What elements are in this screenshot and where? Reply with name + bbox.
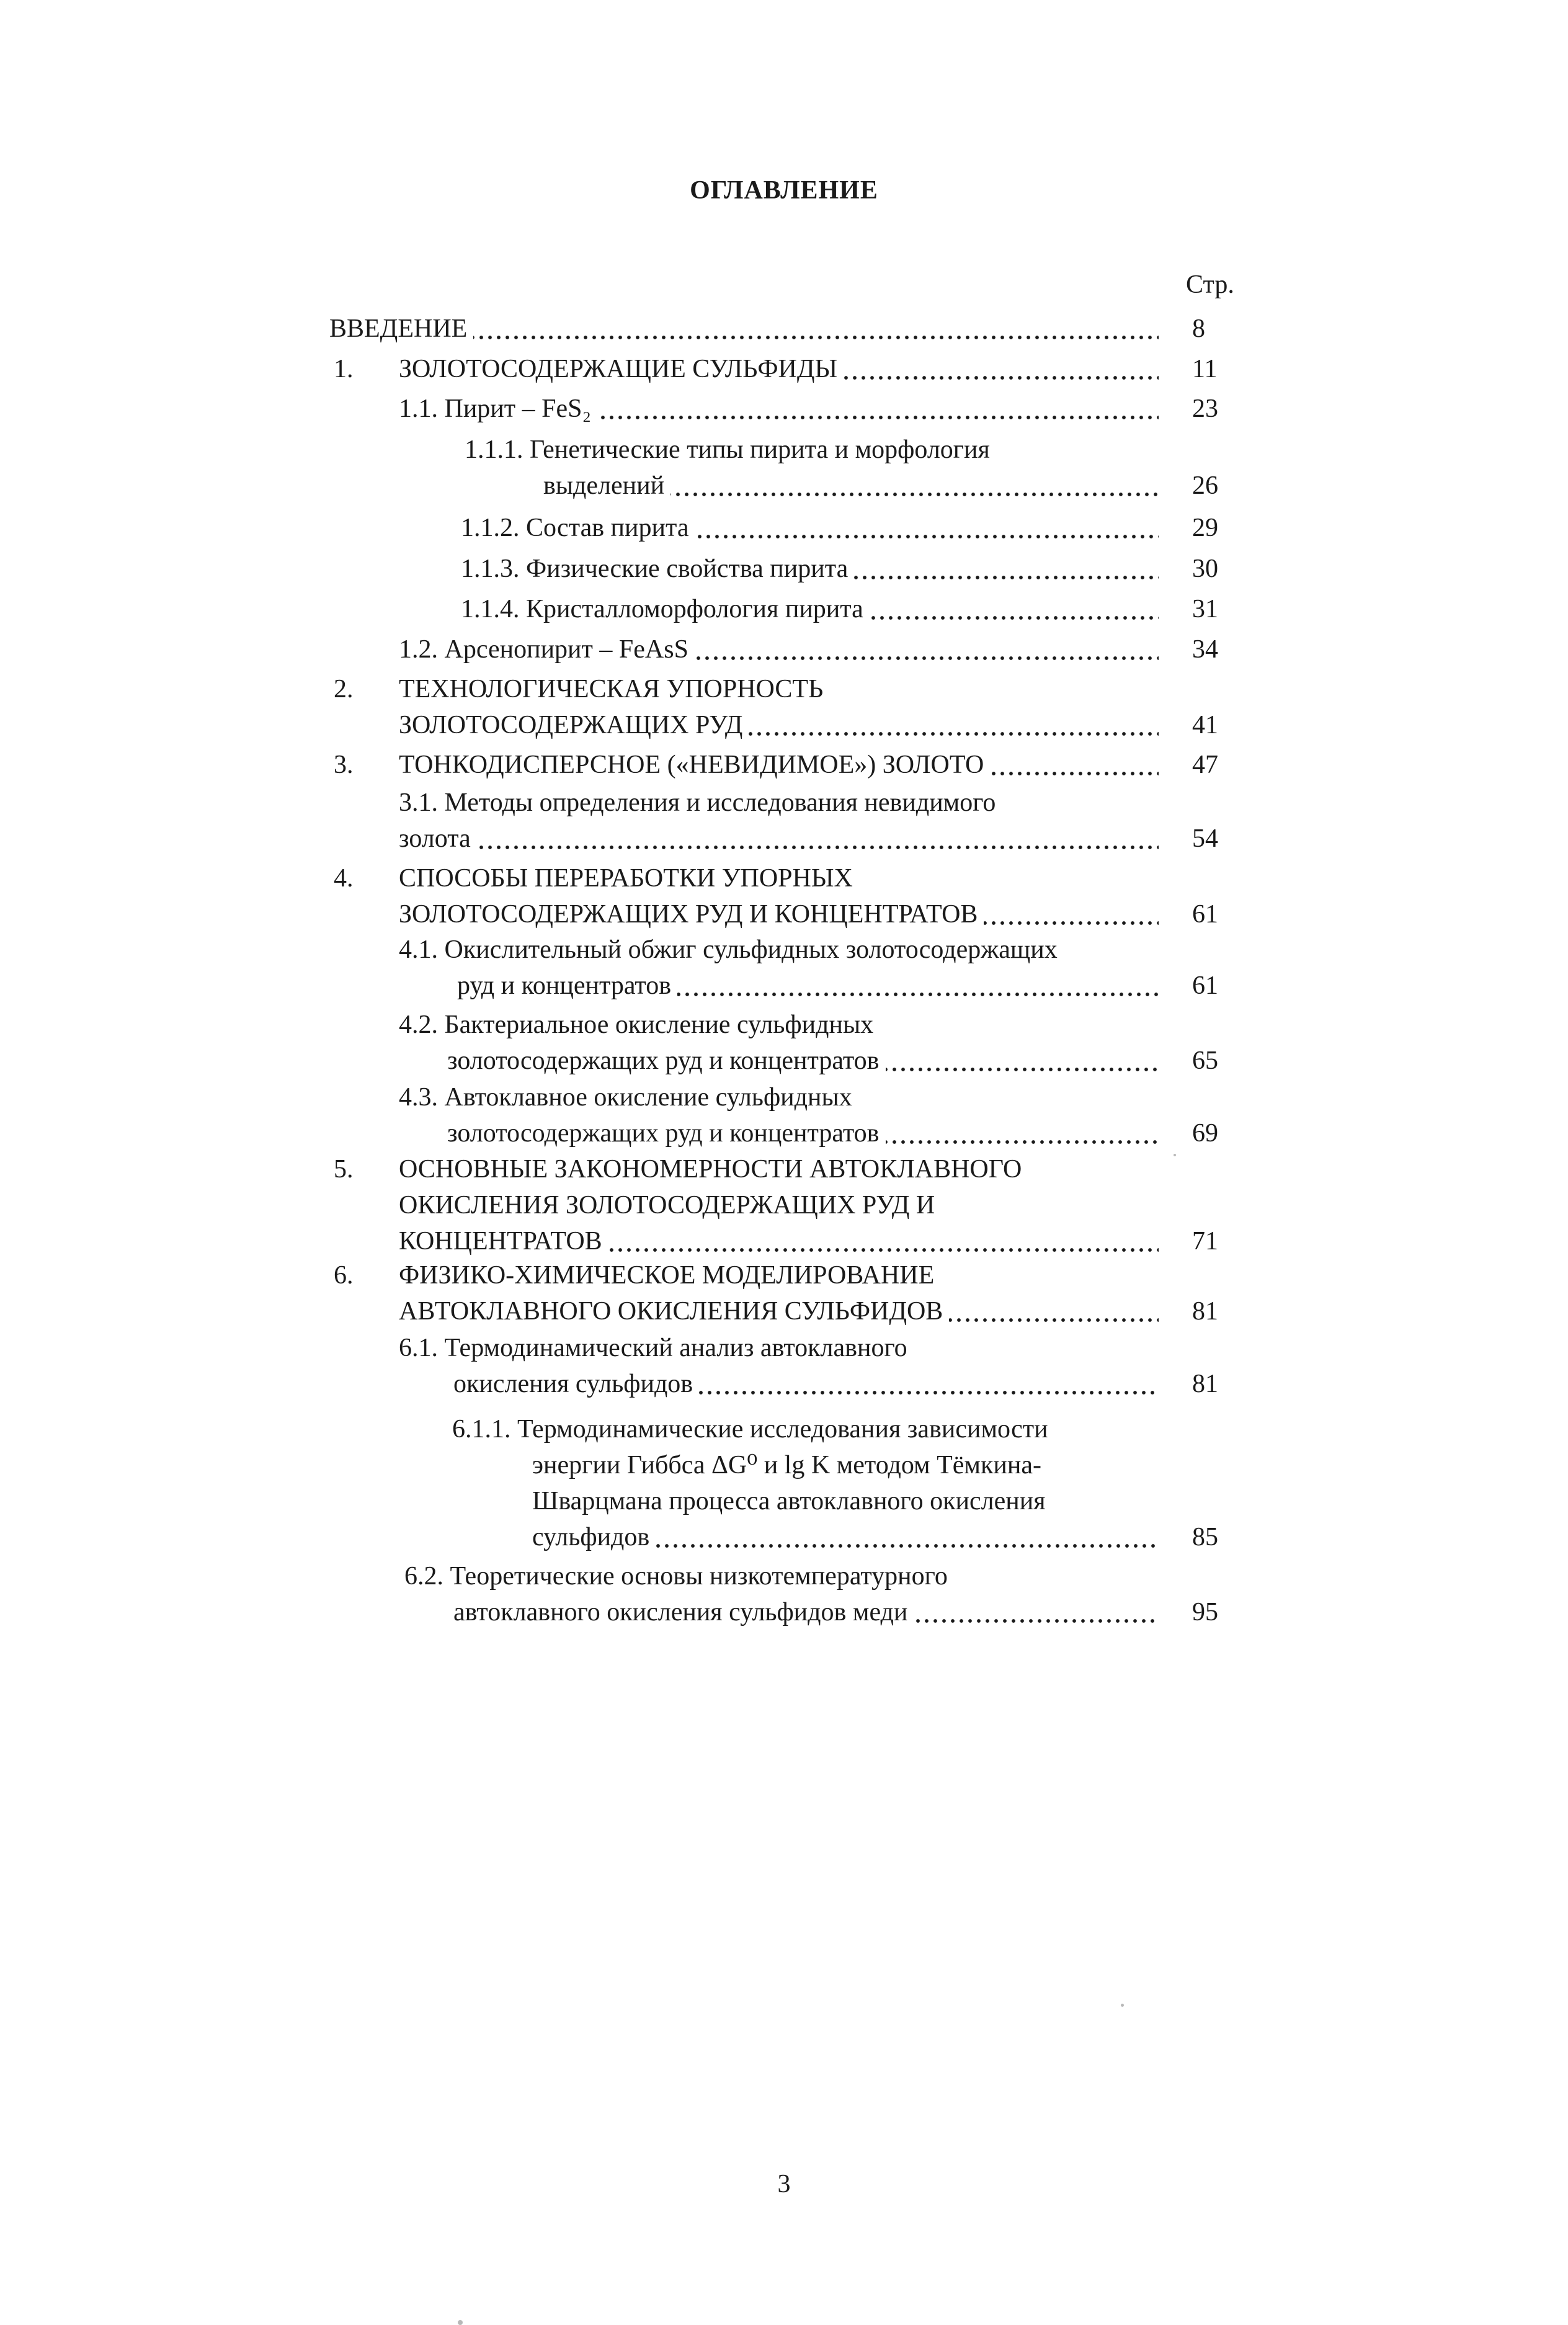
toc-entry-page: 71 <box>1192 1227 1218 1256</box>
toc-entry-title-line <box>399 1224 1159 1259</box>
toc-entry-text: 4.1. Окислительный обжиг сульфидных золотосодержащих <box>399 935 1058 964</box>
toc-entry-title-line <box>399 861 853 896</box>
toc-entry-page: 47 <box>1192 751 1218 779</box>
toc-entry-title-line <box>399 1188 935 1223</box>
toc-entry-text: 6.2. Теоретические основы низкотемпературного <box>404 1562 948 1591</box>
toc-entry-title-line <box>399 897 1159 932</box>
toc-entry-page: 61 <box>1192 971 1218 1000</box>
toc-entry-title-line <box>399 747 1159 782</box>
toc-entry-page: 54 <box>1192 824 1218 853</box>
toc-entry-title-line <box>399 1258 934 1293</box>
scan-speck <box>1174 1154 1176 1156</box>
toc-entry-text: ФИЗИКО-ХИМИЧЕСКОЕ МОДЕЛИРОВАНИЕ <box>399 1261 935 1290</box>
toc-entry-text: ЗОЛОТОСОДЕРЖАЩИХ РУД <box>399 711 749 739</box>
toc-entry-page: 81 <box>1192 1297 1218 1326</box>
toc-entry-text: руд и концентратов <box>457 971 677 1000</box>
footer-page-number: 3 <box>777 2170 791 2198</box>
toc-entry-title-line <box>461 592 1159 627</box>
toc-entry-text: 6.1. Термодинамический анализ автоклавного <box>399 1334 907 1362</box>
toc-entry-title-line <box>532 1520 1159 1555</box>
toc-entry-text: ОКИСЛЕНИЯ ЗОЛОТОСОДЕРЖАЩИХ РУД И <box>399 1191 935 1220</box>
toc-entry-text: ОСНОВНЫЕ ЗАКОНОМЕРНОСТИ АВТОКЛАВНОГО <box>399 1155 1022 1184</box>
toc-entry-title-line <box>399 821 1159 856</box>
toc-entry-title-line <box>453 1595 1159 1630</box>
toc-entry-text: СПОСОБЫ ПЕРЕРАБОТКИ УПОРНЫХ <box>399 864 853 893</box>
toc-entry-number: 6. <box>334 1261 354 1290</box>
toc-entry-title-line <box>447 1116 1159 1151</box>
toc-entry-title-line <box>453 1367 1159 1401</box>
toc-entry-text: ТЕХНОЛОГИЧЕСКАЯ УПОРНОСТЬ <box>399 675 824 703</box>
page-title: ОГЛАВЛЕНИЕ <box>690 176 878 205</box>
toc-entry-page: 65 <box>1192 1046 1218 1075</box>
toc-entry-text: 1.2. Арсенопирит – FeAsS <box>399 635 695 664</box>
toc-entry-title-line <box>399 672 823 707</box>
toc-entry-text: окисления сульфидов <box>453 1370 699 1398</box>
toc-entry-text: Шварцмана процесса автоклавного окисления <box>532 1487 1046 1515</box>
toc-entry-title-line <box>457 968 1159 1003</box>
toc-entry-number: 4. <box>334 864 354 893</box>
toc-entry-text: золотосодержащих руд и концентратов <box>447 1119 886 1148</box>
toc-entry-title-line <box>399 352 1159 386</box>
toc-entry-title-line <box>404 1559 948 1594</box>
toc-entry-page: 81 <box>1192 1370 1218 1398</box>
toc-entry-text: выделений <box>543 471 670 500</box>
toc-entry-page: 26 <box>1192 471 1218 500</box>
toc-entry-title-line <box>399 1331 907 1365</box>
toc-entry-title-line <box>399 632 1159 667</box>
toc-entry-text: золотосодержащих руд и концентратов <box>447 1046 886 1075</box>
toc-entry-title-line <box>399 1007 873 1042</box>
toc-entry-text: КОНЦЕНТРАТОВ <box>399 1227 608 1256</box>
toc-entry-text: 1.1.2. Состав пирита <box>461 514 695 542</box>
toc-entry-title-line <box>452 1412 1048 1447</box>
toc-entry-text: 1.1. Пирит – FeS₂ <box>399 395 597 423</box>
toc-entry-text: АВТОКЛАВНОГО ОКИСЛЕНИЯ СУЛЬФИДОВ <box>399 1297 949 1326</box>
toc-entry-text: ЗОЛОТОСОДЕРЖАЩИХ РУД И КОНЦЕНТРАТОВ <box>399 900 984 929</box>
toc-entry-text: ТОНКОДИСПЕРСНОЕ («НЕВИДИМОЕ») ЗОЛОТО <box>399 751 990 779</box>
toc-entry-number: 3. <box>334 751 354 779</box>
toc-entry-number: 5. <box>334 1155 354 1184</box>
toc-entry-page: 23 <box>1192 395 1218 423</box>
toc-entry-title-line <box>399 391 1159 426</box>
toc-entry-text: ЗОЛОТОСОДЕРЖАЩИЕ СУЛЬФИДЫ <box>399 355 844 383</box>
toc-entry-text: 1.1.1. Генетические типы пирита и морфология <box>465 435 990 464</box>
toc-entry-text: сульфидов <box>532 1523 656 1551</box>
toc-entry-page: 30 <box>1192 555 1218 583</box>
toc-entry-title-line <box>399 1080 852 1115</box>
toc-entry-title-line <box>461 511 1159 545</box>
toc-entry-number: 1. <box>334 355 354 383</box>
toc-entry-page: 61 <box>1192 900 1218 929</box>
toc-entry-text: ВВЕДЕНИЕ <box>329 315 473 343</box>
toc-entry-title-line <box>329 311 1159 346</box>
toc-entry-text: 3.1. Методы определения и исследования невидимого <box>399 788 996 817</box>
toc-entry-title-line <box>465 432 990 467</box>
toc-entry-page: 41 <box>1192 711 1218 739</box>
toc-entry-text: автоклавного окисления сульфидов меди <box>453 1598 914 1627</box>
toc-entry-page: 69 <box>1192 1119 1218 1148</box>
toc-entry-page: 8 <box>1192 315 1205 343</box>
toc-entry-title-line <box>461 551 1159 586</box>
toc-entry-text: энергии Гиббса ΔG⁰ и lg K методом Тёмкина- <box>532 1451 1041 1479</box>
toc-entry-page: 95 <box>1192 1598 1218 1627</box>
toc-entry-text: 4.2. Бактериальное окисление сульфидных <box>399 1011 874 1039</box>
toc-entry-title-line <box>399 785 996 820</box>
toc-entry-page: 31 <box>1192 595 1218 623</box>
toc-entry-title-line <box>532 1448 1041 1483</box>
toc-entry-title-line <box>399 932 1058 967</box>
toc-entry-title-line <box>532 1484 1046 1519</box>
scan-speck <box>1121 2004 1124 2007</box>
toc-entry-text: золота <box>399 824 477 853</box>
toc-entry-title-line <box>399 1294 1159 1329</box>
toc-entry-page: 34 <box>1192 635 1218 664</box>
scan-speck <box>458 2320 463 2325</box>
toc-entry-page: 85 <box>1192 1523 1218 1551</box>
toc-entry-text: 6.1.1. Термодинамические исследования зависимости <box>452 1415 1048 1444</box>
toc-entry-page: 11 <box>1192 355 1218 383</box>
page-column-label: Стр. <box>1186 270 1234 299</box>
toc-entry-text: 1.1.3. Физические свойства пирита <box>461 555 854 583</box>
toc-entry-number: 2. <box>334 675 354 703</box>
toc-entry-text: 1.1.4. Кристалломорфология пирита <box>461 595 870 623</box>
toc-entry-title-line <box>543 468 1159 503</box>
toc-entry-title-line <box>399 708 1159 743</box>
toc-entry-text: 4.3. Автоклавное окисление сульфидных <box>399 1083 852 1112</box>
toc-entry-title-line <box>447 1043 1159 1078</box>
toc-entry-title-line <box>399 1152 1022 1187</box>
toc-entry-page: 29 <box>1192 514 1218 542</box>
